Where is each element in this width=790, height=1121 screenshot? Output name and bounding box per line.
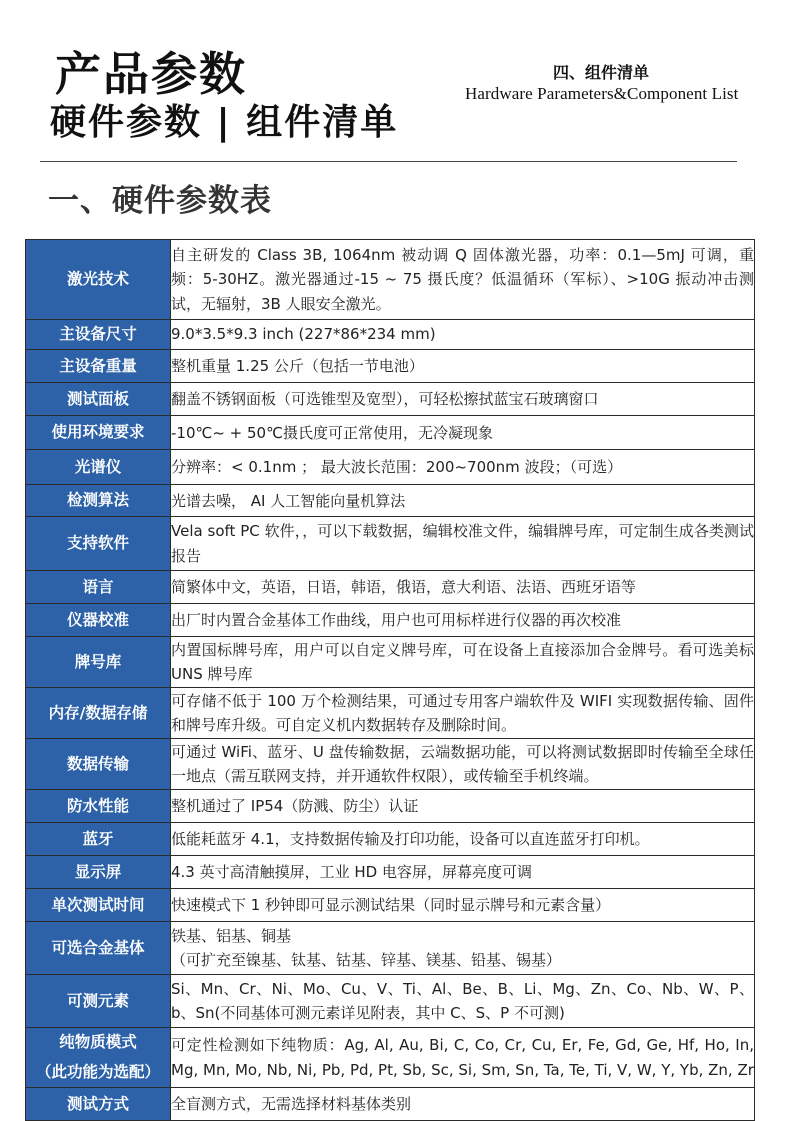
spec-label: 蓝牙 [26, 823, 171, 856]
table-row [26, 1088, 755, 1121]
section-label-en: Hardware Parameters&Component List [465, 84, 739, 103]
table-row [26, 1028, 755, 1088]
table-row [26, 922, 755, 975]
spec-label: 牌号库 [26, 637, 171, 688]
table-row [26, 571, 755, 604]
table-row [26, 889, 755, 922]
spec-label: 检测算法 [26, 485, 171, 517]
spec-value: 简繁体中文，英语，日语，韩语，俄语，意大利语、法语、西班牙语等 [171, 571, 755, 604]
spec-value: 低能耗蓝牙 4.1，支持数据传输及打印功能，设备可以直连蓝牙打印机。 [171, 823, 755, 856]
spec-value: 铁基、铝基、铜基 （可扩充至镍基、钛基、钴基、锌基、镁基、铅基、锡基） [171, 922, 755, 975]
spec-label: 测试面板 [26, 383, 171, 416]
spec-label: 主设备尺寸 [26, 320, 171, 350]
table-row [26, 688, 755, 739]
table-row [26, 823, 755, 856]
table-row [26, 383, 755, 416]
table-row [26, 416, 755, 450]
spec-value: 可通过 WiFi、蓝牙、U 盘传输数据，云端数据功能，可以将测试数据即时传输至全球任一地点（需互联网支持，并开通软件权限），或传输至手机终端。 [171, 739, 755, 790]
spec-label: 可选合金基体 [26, 922, 171, 975]
spec-label: 可测元素 [26, 975, 171, 1028]
header-divider [40, 161, 737, 162]
spec-value: Vela soft PC 软件，，可以下载数据，编辑校准文件，编辑牌号库，可定制生成各类测试报告 [171, 517, 755, 571]
spec-label: 仪器校准 [26, 604, 171, 637]
spec-label: 使用环境要求 [26, 416, 171, 450]
spec-value: 内置国标牌号库，用户可以自定义牌号库，可在设备上直接添加合金牌号。看可选美标 UNS 牌号库 [171, 637, 755, 688]
table-row [26, 637, 755, 688]
spec-value: 全盲测方式，无需选择材料基体类别 [171, 1088, 755, 1121]
hardware-spec-table [25, 239, 755, 1121]
table-row [26, 790, 755, 823]
spec-value: 翻盖不锈钢面板（可选锥型及宽型），可轻松擦拭蓝宝石玻璃窗口 [171, 383, 755, 416]
table-row [26, 975, 755, 1028]
spec-value: 出厂时内置合金基体工作曲线，用户也可用标样进行仪器的再次校准 [171, 604, 755, 637]
spec-label: 单次测试时间 [26, 889, 171, 922]
spec-value: 4.3 英寸高清触摸屏，工业 HD 电容屏，屏幕亮度可调 [171, 856, 755, 889]
spec-label: 语言 [26, 571, 171, 604]
page-subtitle: 硬件参数 | 组件清单 [50, 102, 399, 143]
spec-label: 支持软件 [26, 517, 171, 571]
spec-label: 显示屏 [26, 856, 171, 889]
table-row [26, 350, 755, 383]
spec-label: 数据传输 [26, 739, 171, 790]
spec-value: -10℃~ + 50℃摄氏度可正常使用，无冷凝现象 [171, 416, 755, 450]
spec-value: 自主研发的 Class 3B, 1064nm 被动调 Q 固体激光器，功率：0.1—5mJ 可调，重频：5-30HZ。激光器通过-15 ~ 75 摄氏度？低温循环（军标）、>10G 振动冲击测试，无辐射，3B 人眼安全激光。 [171, 240, 755, 320]
spec-value: Si、Mn、Cr、Ni、Mo、Cu、V、Ti、Al、Be、B、Li、Mg、Zn、Co、Nb、W、P、b、Sn(不同基体可测元素详见附表，其中 C、S、P 不可测) [171, 975, 755, 1028]
spec-label: 主设备重量 [26, 350, 171, 383]
table-row [26, 517, 755, 571]
table-row [26, 320, 755, 350]
spec-label: 激光技术 [26, 240, 171, 320]
spec-value: 整机通过了 IP54（防溅、防尘）认证 [171, 790, 755, 823]
table-row [26, 485, 755, 517]
spec-value: 可存储不低于 100 万个检测结果，可通过专用客户端软件及 WIFI 实现数据传输、固件和牌号库升级。可自定义机内数据转存及删除时间。 [171, 688, 755, 739]
section-heading: 一、硬件参数表 [48, 183, 272, 219]
table-row [26, 856, 755, 889]
spec-label: 防水性能 [26, 790, 171, 823]
table-row [26, 240, 755, 320]
spec-value: 9.0*3.5*9.3 inch (227*86*234 mm) [171, 320, 755, 350]
spec-label: 光谱仪 [26, 450, 171, 485]
spec-value: 整机重量 1.25 公斤（包括一节电池） [171, 350, 755, 383]
spec-label: 纯物质模式 （此功能为选配） [26, 1028, 171, 1088]
page-title: 产品参数 [55, 47, 247, 101]
table-row [26, 739, 755, 790]
spec-value: 快速模式下 1 秒钟即可显示测试结果（同时显示牌号和元素含量） [171, 889, 755, 922]
spec-value: 分辨率：< 0.1nm ； 最大波长范围：200~700nm 波段；（可选） [171, 450, 755, 485]
spec-label: 测试方式 [26, 1088, 171, 1121]
spec-value: 光谱去噪， AI 人工智能向量机算法 [171, 485, 755, 517]
section-label-cn: 四、组件清单 [553, 63, 650, 82]
table-row [26, 450, 755, 485]
spec-label: 内存/数据存储 [26, 688, 171, 739]
spec-table-body [26, 240, 755, 1121]
table-row [26, 604, 755, 637]
spec-value: 可定性检测如下纯物质：Ag, Al, Au, Bi, C, Co, Cr, Cu, Er, Fe, Gd, Ge, Hf, Ho, In, Mg, Mn, Mo, Nb, Ni, Pb, Pd, Pt, Sb, Sc, Si, Sm, Sn, Ta, Te, Ti, V, W, Y, Yb, Zn, Zr [171, 1028, 755, 1088]
